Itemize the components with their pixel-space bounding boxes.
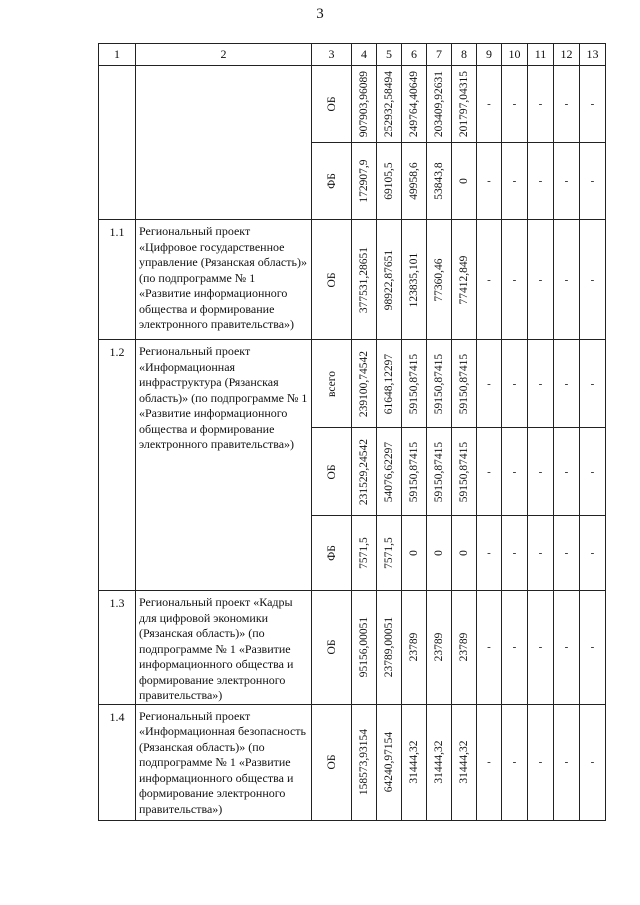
amount-cell — [452, 428, 477, 516]
amount-cell — [427, 340, 452, 428]
amount-cell — [427, 66, 452, 143]
amount-value: 907903,96089 — [358, 70, 370, 138]
table-row — [99, 66, 606, 143]
empty-value-cell: - — [580, 340, 606, 428]
amount-value: 54076,62297 — [383, 441, 395, 502]
amount-value: 59150,87415 — [408, 441, 420, 502]
empty-value-cell: - — [528, 340, 554, 428]
amount-cell — [402, 591, 427, 705]
table-row — [99, 340, 606, 428]
funding-source-label: ОБ — [325, 272, 338, 287]
amount-cell — [402, 704, 427, 820]
amount-value: 239100,74542 — [358, 350, 370, 417]
funding-source-cell — [312, 516, 352, 591]
amount-value: 59150,87415 — [458, 441, 470, 502]
empty-value-cell: - — [502, 143, 528, 220]
header-cell: 11 — [528, 44, 554, 66]
header-row — [99, 44, 606, 66]
amount-value: 249764,40649 — [408, 70, 420, 138]
empty-value-cell: - — [502, 340, 528, 428]
empty-value-cell: - — [477, 143, 502, 220]
amount-value: 77360,46 — [433, 257, 445, 302]
header-cell: 13 — [580, 44, 606, 66]
amount-value: 49958,6 — [408, 162, 420, 200]
empty-value-cell: - — [554, 340, 580, 428]
amount-cell — [352, 220, 377, 340]
funding-source-label: ФБ — [325, 545, 338, 561]
project-description-cell: Региональный проект «Информационная безопасность (Рязанская область)» (по подпрограмме № 1 «Развитие информационного общества и формирование электронного правительства») — [136, 704, 312, 820]
header-cell: 8 — [452, 44, 477, 66]
amount-value: 377531,28651 — [358, 246, 370, 313]
header-cell: 9 — [477, 44, 502, 66]
amount-cell — [377, 340, 402, 428]
amount-cell — [452, 66, 477, 143]
item-number-cell — [99, 66, 136, 220]
funding-source-label: ФБ — [325, 173, 338, 189]
amount-value: 95156,00051 — [358, 617, 370, 678]
empty-value-cell: - — [528, 591, 554, 705]
page-number: 3 — [316, 6, 324, 22]
amount-value: 59150,87415 — [433, 353, 445, 414]
project-description-cell — [136, 66, 312, 220]
empty-value-cell: - — [477, 516, 502, 591]
funding-source-label: ОБ — [325, 96, 338, 112]
header-cell: 10 — [502, 44, 528, 66]
empty-value-cell: - — [528, 516, 554, 591]
budget-table — [98, 43, 606, 821]
empty-value-cell: - — [554, 66, 580, 143]
header-cell: 5 — [377, 44, 402, 66]
amount-cell — [427, 220, 452, 340]
table-row — [99, 591, 606, 705]
header-cell: 6 — [402, 44, 427, 66]
amount-cell — [377, 428, 402, 516]
empty-value-cell: - — [528, 143, 554, 220]
funding-source-cell — [312, 428, 352, 516]
amount-value: 23789 — [458, 632, 470, 662]
amount-cell — [427, 516, 452, 591]
amount-value: 59150,87415 — [433, 441, 445, 502]
amount-cell — [377, 516, 402, 591]
empty-value-cell: - — [502, 591, 528, 705]
amount-cell — [402, 340, 427, 428]
project-description-cell: Региональный проект «Цифровое государственное управление (Рязанская область)» (по подпрограмме № 1 «Развитие информационного общества и формирование электронного правительства») — [136, 220, 312, 340]
header-cell: 2 — [136, 44, 312, 66]
amount-value: 252932,58494 — [383, 70, 395, 138]
item-number-cell: 1.3 — [99, 591, 136, 705]
amount-value: 203409,92631 — [433, 70, 445, 138]
funding-source-label: ОБ — [325, 639, 338, 655]
amount-cell — [427, 428, 452, 516]
project-description-cell: Региональный проект «Кадры для цифровой экономики (Рязанская область)» (по подпрограмме № 1 «Развитие информационного общества и формирование электронного правительства») — [136, 591, 312, 705]
amount-cell — [352, 143, 377, 220]
amount-value: 0 — [433, 550, 445, 556]
empty-value-cell: - — [502, 704, 528, 820]
amount-cell — [452, 340, 477, 428]
empty-value-cell: - — [580, 428, 606, 516]
amount-cell — [352, 516, 377, 591]
amount-value: 31444,32 — [458, 740, 470, 784]
amount-cell — [427, 704, 452, 820]
empty-value-cell: - — [528, 428, 554, 516]
amount-cell — [452, 516, 477, 591]
amount-cell — [402, 66, 427, 143]
empty-value-cell: - — [477, 66, 502, 143]
header-cell: 12 — [554, 44, 580, 66]
header-cell: 7 — [427, 44, 452, 66]
amount-cell — [377, 143, 402, 220]
amount-value: 231529,24542 — [358, 438, 370, 505]
empty-value-cell: - — [502, 428, 528, 516]
amount-value: 98922,87651 — [383, 249, 395, 310]
amount-value: 123835,101 — [408, 252, 420, 307]
amount-value: 158573,93154 — [358, 728, 370, 796]
empty-value-cell: - — [580, 143, 606, 220]
empty-value-cell: - — [580, 704, 606, 820]
item-number-cell: 1.2 — [99, 340, 136, 591]
amount-value: 0 — [408, 550, 420, 556]
amount-value: 23789 — [433, 632, 445, 662]
empty-value-cell: - — [554, 428, 580, 516]
empty-value-cell: - — [502, 220, 528, 340]
empty-value-cell: - — [580, 66, 606, 143]
amount-cell — [427, 591, 452, 705]
amount-cell — [377, 66, 402, 143]
amount-value: 59150,87415 — [458, 353, 470, 414]
amount-cell — [352, 428, 377, 516]
project-description-cell: Региональный проект «Информационная инфраструктура (Рязанская область)» (по подпрограмме № 1 «Развитие информационного общества и формирование электронного правительства») — [136, 340, 312, 591]
empty-value-cell: - — [554, 591, 580, 705]
funding-source-label: всего — [325, 370, 338, 397]
funding-source-cell — [312, 591, 352, 705]
amount-value: 77412,849 — [458, 255, 470, 304]
header-cell: 1 — [99, 44, 136, 66]
empty-value-cell: - — [477, 591, 502, 705]
amount-cell — [452, 143, 477, 220]
amount-value: 61648,12297 — [383, 353, 395, 414]
funding-source-cell — [312, 66, 352, 143]
funding-source-label: ОБ — [325, 464, 338, 479]
table-row — [99, 220, 606, 340]
amount-cell — [452, 704, 477, 820]
amount-cell — [402, 516, 427, 591]
amount-cell — [402, 220, 427, 340]
table-row — [99, 704, 606, 820]
amount-value: 64240,97154 — [383, 731, 395, 793]
empty-value-cell: - — [528, 220, 554, 340]
amount-value: 23789,00051 — [383, 617, 395, 678]
empty-value-cell: - — [580, 516, 606, 591]
amount-cell — [402, 428, 427, 516]
empty-value-cell: - — [528, 66, 554, 143]
empty-value-cell: - — [477, 340, 502, 428]
empty-value-cell: - — [528, 704, 554, 820]
amount-cell — [452, 220, 477, 340]
amount-value: 23789 — [408, 632, 420, 662]
amount-value: 0 — [458, 550, 470, 556]
funding-source-cell — [312, 340, 352, 428]
amount-cell — [402, 143, 427, 220]
amount-cell — [352, 591, 377, 705]
empty-value-cell: - — [477, 704, 502, 820]
empty-value-cell: - — [554, 704, 580, 820]
header-cell: 4 — [352, 44, 377, 66]
funding-source-cell — [312, 143, 352, 220]
amount-value: 59150,87415 — [408, 353, 420, 414]
funding-source-cell — [312, 220, 352, 340]
amount-cell — [377, 591, 402, 705]
amount-cell — [377, 704, 402, 820]
amount-value: 53843,8 — [433, 162, 445, 200]
empty-value-cell: - — [502, 516, 528, 591]
amount-value: 0 — [458, 178, 470, 184]
item-number-cell: 1.4 — [99, 704, 136, 820]
amount-cell — [352, 340, 377, 428]
amount-value: 31444,32 — [408, 740, 420, 784]
empty-value-cell: - — [477, 428, 502, 516]
amount-value: 31444,32 — [433, 740, 445, 784]
amount-cell — [452, 591, 477, 705]
amount-value: 201797,04315 — [458, 70, 470, 138]
empty-value-cell: - — [477, 220, 502, 340]
funding-source-label: ОБ — [325, 754, 338, 770]
amount-cell — [427, 143, 452, 220]
amount-value: 69105,5 — [383, 162, 395, 200]
amount-cell — [377, 220, 402, 340]
amount-cell — [352, 66, 377, 143]
item-number-cell: 1.1 — [99, 220, 136, 340]
empty-value-cell: - — [554, 516, 580, 591]
amount-value: 7571,5 — [383, 537, 395, 569]
amount-value: 7571,5 — [358, 537, 370, 569]
empty-value-cell: - — [580, 591, 606, 705]
empty-value-cell: - — [554, 143, 580, 220]
funding-source-cell — [312, 704, 352, 820]
empty-value-cell: - — [580, 220, 606, 340]
empty-value-cell: - — [502, 66, 528, 143]
header-cell: 3 — [312, 44, 352, 66]
empty-value-cell: - — [554, 220, 580, 340]
amount-value: 172907,9 — [358, 159, 370, 203]
amount-cell — [352, 704, 377, 820]
